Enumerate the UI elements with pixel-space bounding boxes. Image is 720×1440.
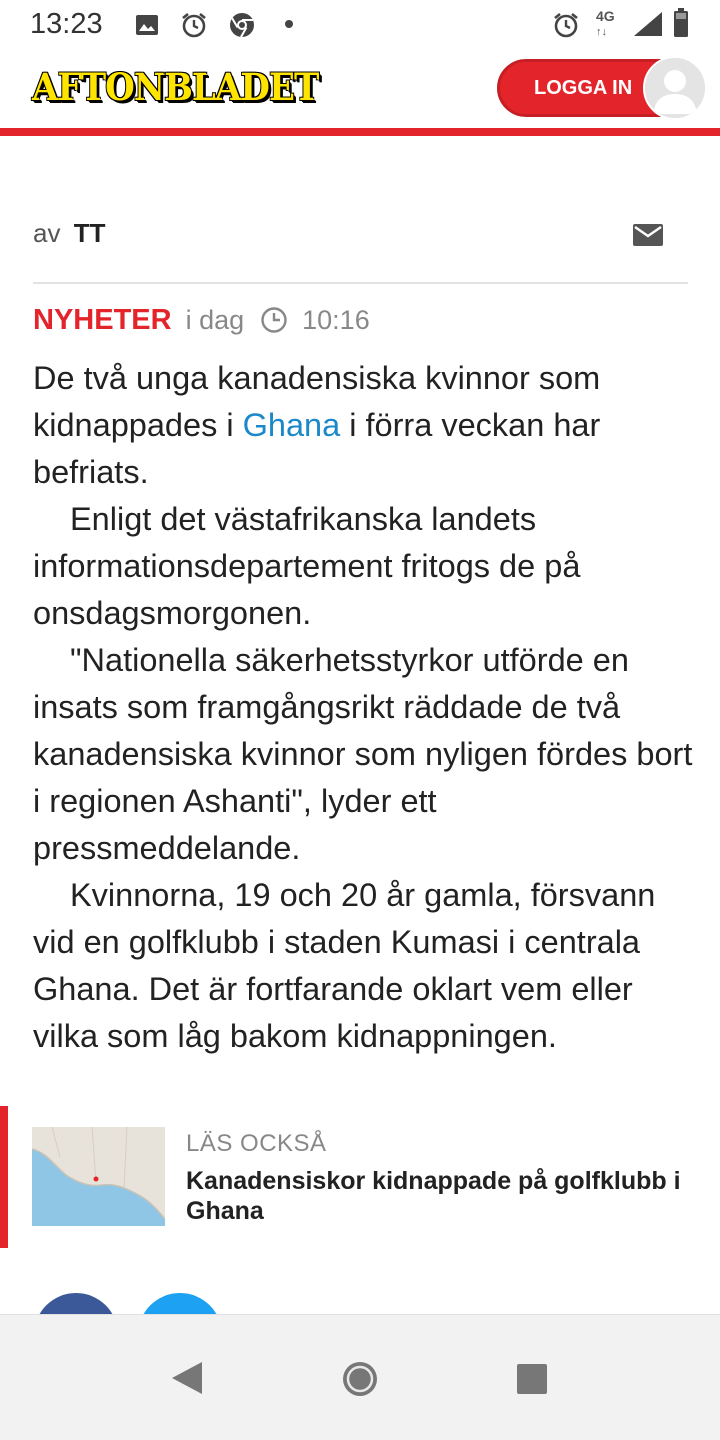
byline-divider — [33, 282, 688, 284]
status-time: 13:23 — [30, 8, 103, 40]
read-also-teaser[interactable] — [0, 1106, 720, 1248]
status-bar — [0, 0, 720, 50]
article-body — [33, 355, 693, 1060]
read-also-kicker: LÄS OCKSÅ — [186, 1130, 327, 1157]
read-also-title[interactable]: Kanadensiskor kidnappade på golfklubb i Ghana — [186, 1167, 681, 1225]
clock-icon — [260, 306, 288, 334]
avatar[interactable] — [643, 56, 707, 120]
recents-icon[interactable] — [516, 1363, 548, 1395]
byline — [33, 218, 105, 249]
publish-date: i dag — [185, 304, 245, 335]
home-icon[interactable] — [340, 1359, 380, 1399]
navigation-bar — [0, 1314, 720, 1440]
user-icon — [645, 58, 705, 118]
aftonbladet-logo[interactable]: AFTONBLADET — [32, 65, 319, 109]
article-paragraph-2: Enligt det västafrikanska landets informationsdepartement fritogs de på onsdagsmorgonen. — [33, 501, 581, 631]
read-also-accent — [0, 1106, 8, 1248]
chrome-icon — [228, 11, 256, 39]
read-also-map-thumbnail[interactable] — [32, 1127, 165, 1226]
battery-icon — [673, 8, 689, 38]
article-paragraph-3: "Nationella säkerhetsstyrkor utförde en insats som framgångsrikt räddade de två kanadensiska kvinnor som nyligen fördes bort i regionen Ashanti", lyder ett pressmeddelande. — [33, 642, 693, 866]
byline-author[interactable]: TT — [73, 218, 106, 248]
back-icon[interactable] — [170, 1360, 204, 1396]
network-4g-icon: 4G ↑↓ — [596, 8, 615, 38]
article-paragraph-4: Kvinnorna, 19 och 20 år gamla, försvann vid en golfklubb i staden Kumasi i centrala Ghana. Det är fortfarande oklart vem eller vilka som låg bakom kidnappningen. — [33, 877, 656, 1054]
mail-icon[interactable] — [633, 224, 663, 246]
publish-time: 10:16 — [302, 304, 370, 335]
dot-icon — [284, 19, 294, 29]
signal-icon — [632, 10, 664, 38]
ghana-link[interactable]: Ghana — [242, 407, 341, 443]
section-label[interactable]: NYHETER — [33, 303, 172, 336]
alarm-icon — [552, 11, 580, 39]
article-paragraph-1: De två unga kanadensiska kvinnor som kidnappades i Ghana i förra veckan har befriats. — [33, 360, 601, 490]
byline-prefix: av — [33, 218, 61, 248]
login-label: LOGGA IN — [534, 77, 633, 99]
image-icon — [135, 13, 159, 37]
alarm-icon — [180, 11, 208, 39]
article-meta — [33, 302, 370, 338]
header-rule — [0, 128, 720, 136]
site-header — [0, 50, 720, 128]
